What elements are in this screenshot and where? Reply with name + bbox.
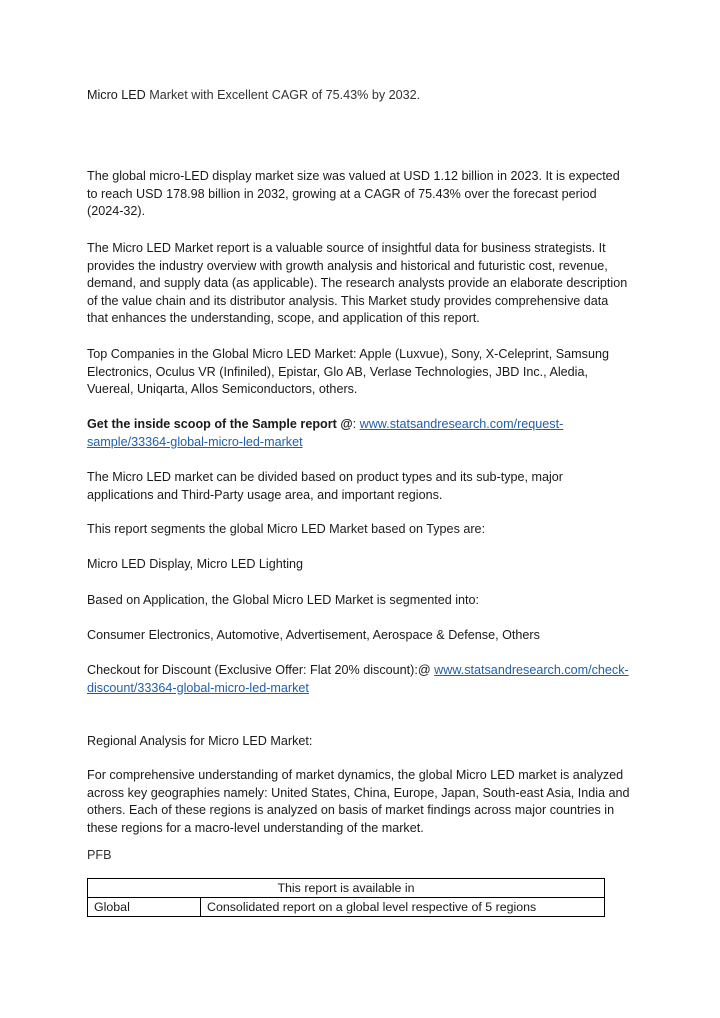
application-intro-paragraph: Based on Application, the Global Micro LED Market is segmented into: <box>87 593 480 607</box>
table-header-row <box>88 879 605 898</box>
sample-report-link[interactable]: www.statsandresearch.com/request-sample/33364-global-micro-led-market <box>87 417 564 449</box>
report-description-paragraph: The Micro LED Market report is a valuable source of insightful data for business strategists. It provides the industry overview with growth analysis and historical and futuristic cost, revenue, demand, and supply data (as applicable). The research analysts provide an elaborate description of the value chain and its distributor analysis. This Market study provides comprehensive data that enhances the understanding, scope, and application of this report. <box>87 241 628 325</box>
table-header-cell: This report is available in <box>88 879 605 898</box>
title-strong: Micro LED <box>87 88 146 102</box>
table-row <box>88 898 605 917</box>
sample-report-paragraph <box>87 416 632 451</box>
types-intro-paragraph: This report segments the global Micro LED Market based on Types are: <box>87 522 486 536</box>
discount-link[interactable]: www.statsandresearch.com/check-discount/33364-global-micro-led-market <box>87 663 629 695</box>
regional-heading: Regional Analysis for Micro LED Market: <box>87 734 313 748</box>
sample-report-separator: : <box>352 417 360 431</box>
discount-paragraph <box>87 662 632 697</box>
types-list: Micro LED Display, Micro LED Lighting <box>87 557 304 571</box>
document-title <box>87 87 632 105</box>
regional-paragraph: For comprehensive understanding of market dynamics, the global Micro LED market is analyzed across key geographies namely: United States, China, Europe, Japan, South-east Asia, India and others. Each of these regions is analyzed on basis of market findings across major countries in these regions for a macro-level understanding of the market. <box>87 768 630 835</box>
sample-report-label: Get the inside scoop of the Sample report @ <box>87 417 353 431</box>
availability-table <box>87 878 605 917</box>
discount-label: Checkout for Discount (Exclusive Offer: Flat 20% discount):@ <box>87 663 435 677</box>
top-companies-paragraph: Top Companies in the Global Micro LED Market: Apple (Luxvue), Sony, X-Celeprint, Samsung Electronics, Oculus VR (Infiniled), Epistar, Glo AB, Verlase Technologies, JBD Inc., Aledia, Vuereal, Uniqarta, Allos Semiconductors, others. <box>87 347 609 396</box>
segmentation-paragraph: The Micro LED market can be divided based on product types and its sub-type, major applications and Third-Party usage area, and important regions. <box>87 470 564 502</box>
title-rest: Market with Excellent CAGR of 75.43% by 2032. <box>145 88 421 102</box>
pfb-label: PFB <box>87 848 112 862</box>
market-size-paragraph: The global micro-LED display market size was valued at USD 1.12 billion in 2023. It is expected to reach USD 178.98 billion in 2032, growing at a CAGR of 75.43% over the forecast period (2024-32). <box>87 169 620 218</box>
table-cell-scope: Global <box>88 898 201 917</box>
applications-list: Consumer Electronics, Automotive, Advertisement, Aerospace & Defense, Others <box>87 628 540 642</box>
table-cell-description: Consolidated report on a global level respective of 5 regions <box>201 898 605 917</box>
